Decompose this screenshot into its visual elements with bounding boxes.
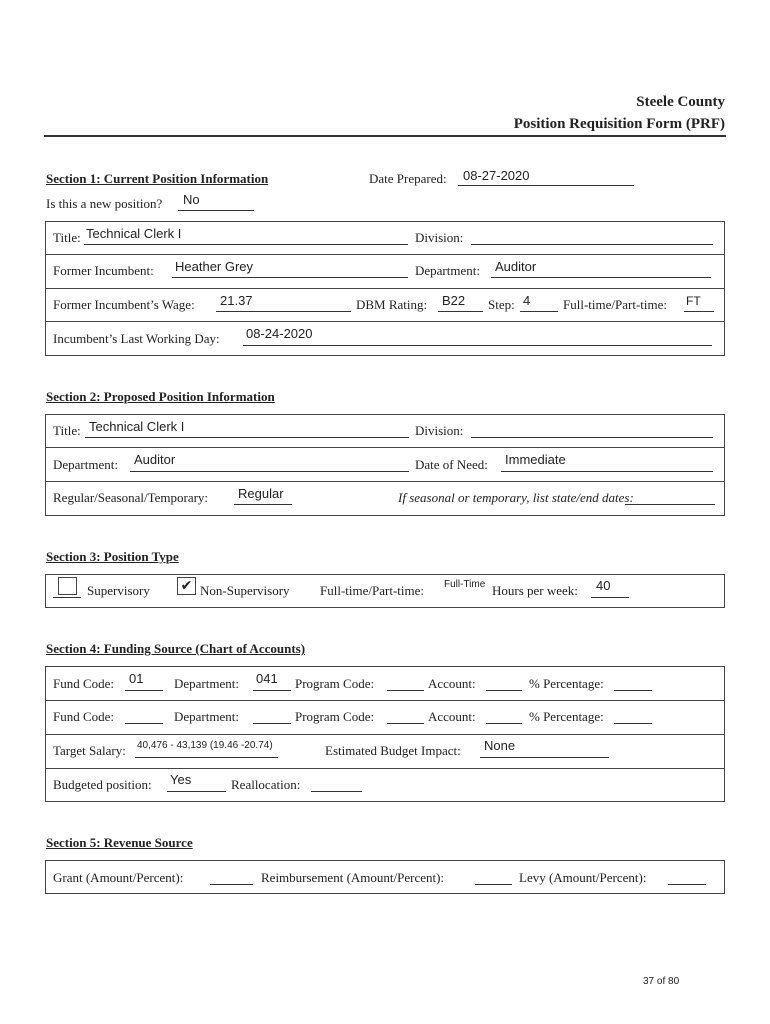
reallocation-label: Reallocation: bbox=[231, 777, 301, 792]
section4-heading: Section 4: Funding Source (Chart of Accounts) bbox=[46, 641, 306, 656]
s1-division-label: Division: bbox=[415, 230, 464, 245]
supervisory-checkbox[interactable] bbox=[58, 577, 77, 595]
grant-field[interactable] bbox=[210, 884, 253, 885]
reallocation-field[interactable] bbox=[311, 791, 362, 792]
org-name: Steele County bbox=[636, 94, 725, 110]
date-prepared-label: Date Prepared: bbox=[369, 171, 447, 186]
section3-heading: Section 3: Position Type bbox=[46, 549, 179, 564]
dbm-rating-field[interactable] bbox=[438, 311, 483, 312]
section1-row-divider bbox=[45, 321, 725, 322]
s1-department-value: Auditor bbox=[495, 259, 537, 274]
s1-title-label: Title: bbox=[53, 230, 81, 245]
reimbursement-field[interactable] bbox=[475, 884, 512, 885]
budgeted-position-field[interactable] bbox=[167, 791, 226, 792]
wage-field[interactable] bbox=[216, 311, 351, 312]
new-position-field[interactable] bbox=[178, 210, 254, 211]
s3-ftpt-value: Full-Time bbox=[444, 579, 486, 590]
s1-ftpt-label: Full-time/Part-time: bbox=[563, 297, 667, 312]
s1-ftpt-field[interactable] bbox=[684, 311, 714, 312]
levy-field[interactable] bbox=[668, 884, 706, 885]
regular-seasonal-label: Regular/Seasonal/Temporary: bbox=[53, 490, 209, 505]
percentage-label: % Percentage: bbox=[529, 709, 604, 724]
s1-title-field[interactable] bbox=[84, 244, 408, 245]
new-position-value: No bbox=[183, 192, 200, 207]
program-code-field-1[interactable] bbox=[387, 690, 424, 691]
percentage-label: % Percentage: bbox=[529, 676, 604, 691]
wage-label: Former Incumbent’s Wage: bbox=[53, 297, 195, 312]
reimbursement-label: Reimbursement (Amount/Percent): bbox=[261, 870, 445, 885]
program-code-field-2[interactable] bbox=[387, 723, 424, 724]
s4-department-label: Department: bbox=[174, 676, 239, 691]
section4-row-divider bbox=[45, 700, 725, 701]
page-number: 37 of 80 bbox=[643, 976, 680, 987]
date-prepared-field[interactable] bbox=[458, 185, 634, 186]
program-code-label: Program Code: bbox=[295, 709, 375, 724]
former-incumbent-field[interactable] bbox=[172, 277, 408, 278]
account-label: Account: bbox=[428, 709, 476, 724]
target-salary-value: 40,476 - 43,139 (19.46 -20.74) bbox=[137, 740, 273, 751]
form-title: Position Requisition Form (PRF) bbox=[513, 116, 725, 132]
supervisory-underline bbox=[53, 597, 81, 598]
section1-heading: Section 1: Current Position Information bbox=[46, 171, 269, 186]
levy-label: Levy (Amount/Percent): bbox=[519, 870, 647, 885]
s1-division-field[interactable] bbox=[471, 244, 713, 245]
section2-row-divider bbox=[45, 447, 725, 448]
fund-code-field-2[interactable] bbox=[125, 723, 163, 724]
s1-title-value: Technical Clerk I bbox=[86, 226, 182, 241]
account-field-2[interactable] bbox=[486, 723, 522, 724]
step-field[interactable] bbox=[520, 311, 558, 312]
budgeted-position-label: Budgeted position: bbox=[53, 777, 152, 792]
section1-row-divider bbox=[45, 254, 725, 255]
date-prepared-value: 08-27-2020 bbox=[463, 168, 530, 183]
s1-department-field[interactable] bbox=[491, 277, 711, 278]
s2-title-value: Technical Clerk I bbox=[89, 419, 185, 434]
wage-value: 21.37 bbox=[220, 293, 253, 308]
target-salary-label: Target Salary: bbox=[53, 743, 126, 758]
section5-heading: Section 5: Revenue Source bbox=[46, 835, 193, 850]
hours-per-week-label: Hours per week: bbox=[492, 583, 578, 598]
s2-department-field[interactable] bbox=[130, 471, 409, 472]
non-supervisory-checkbox[interactable]: ✔ bbox=[177, 577, 196, 595]
former-incumbent-value: Heather Grey bbox=[175, 259, 254, 274]
s4-department-field-2[interactable] bbox=[253, 723, 291, 724]
s3-ftpt-label: Full-time/Part-time: bbox=[320, 583, 424, 598]
header-rule bbox=[44, 135, 726, 137]
target-salary-field[interactable] bbox=[135, 757, 278, 758]
s1-department-label: Department: bbox=[415, 263, 480, 278]
section1-row-divider bbox=[45, 288, 725, 289]
section4-row-divider bbox=[45, 768, 725, 769]
s2-title-label: Title: bbox=[53, 423, 81, 438]
s2-department-value: Auditor bbox=[134, 452, 176, 467]
fund-code-value-1: 01 bbox=[129, 671, 144, 686]
fund-code-label: Fund Code: bbox=[53, 709, 115, 724]
section4-row-divider bbox=[45, 734, 725, 735]
fund-code-field-1[interactable] bbox=[125, 690, 163, 691]
date-of-need-field[interactable] bbox=[501, 471, 713, 472]
section2-heading: Section 2: Proposed Position Information bbox=[46, 389, 275, 404]
budget-impact-field[interactable] bbox=[480, 757, 609, 758]
percentage-field-1[interactable] bbox=[614, 690, 652, 691]
dbm-rating-label: DBM Rating: bbox=[356, 297, 428, 312]
fund-code-label: Fund Code: bbox=[53, 676, 115, 691]
account-field-1[interactable] bbox=[486, 690, 522, 691]
non-supervisory-label: Non-Supervisory bbox=[200, 583, 290, 598]
s4-department-label: Department: bbox=[174, 709, 239, 724]
section2-row-divider bbox=[45, 481, 725, 482]
last-day-field[interactable] bbox=[243, 345, 712, 346]
account-label: Account: bbox=[428, 676, 476, 691]
s2-department-label: Department: bbox=[53, 457, 118, 472]
hours-per-week-value: 40 bbox=[596, 578, 611, 593]
s4-department-field-1[interactable] bbox=[253, 690, 291, 691]
seasonal-dates-field[interactable] bbox=[625, 504, 715, 505]
budget-impact-value: None bbox=[484, 738, 516, 753]
s2-title-field[interactable] bbox=[85, 437, 409, 438]
budgeted-position-value: Yes bbox=[170, 772, 192, 787]
step-label: Step: bbox=[488, 297, 515, 312]
supervisory-label: Supervisory bbox=[87, 583, 150, 598]
regular-seasonal-value: Regular bbox=[238, 486, 284, 501]
step-value: 4 bbox=[523, 293, 531, 308]
seasonal-note: If seasonal or temporary, list state/end dates: bbox=[398, 490, 634, 505]
s2-division-label: Division: bbox=[415, 423, 464, 438]
dbm-rating-value: B22 bbox=[442, 293, 466, 308]
regular-seasonal-field[interactable] bbox=[234, 504, 292, 505]
s2-division-field[interactable] bbox=[471, 437, 713, 438]
last-day-label: Incumbent’s Last Working Day: bbox=[53, 331, 220, 346]
s1-ftpt-value: FT bbox=[686, 294, 701, 308]
program-code-label: Program Code: bbox=[295, 676, 375, 691]
former-incumbent-label: Former Incumbent: bbox=[53, 263, 154, 278]
date-of-need-label: Date of Need: bbox=[415, 457, 488, 472]
budget-impact-label: Estimated Budget Impact: bbox=[325, 743, 461, 758]
new-position-label: Is this a new position? bbox=[46, 196, 163, 211]
s4-department-value-1: 041 bbox=[256, 671, 278, 686]
hours-per-week-field[interactable] bbox=[591, 597, 629, 598]
last-day-value: 08-24-2020 bbox=[246, 326, 313, 341]
percentage-field-2[interactable] bbox=[614, 723, 652, 724]
date-of-need-value: Immediate bbox=[505, 452, 566, 467]
grant-label: Grant (Amount/Percent): bbox=[53, 870, 184, 885]
